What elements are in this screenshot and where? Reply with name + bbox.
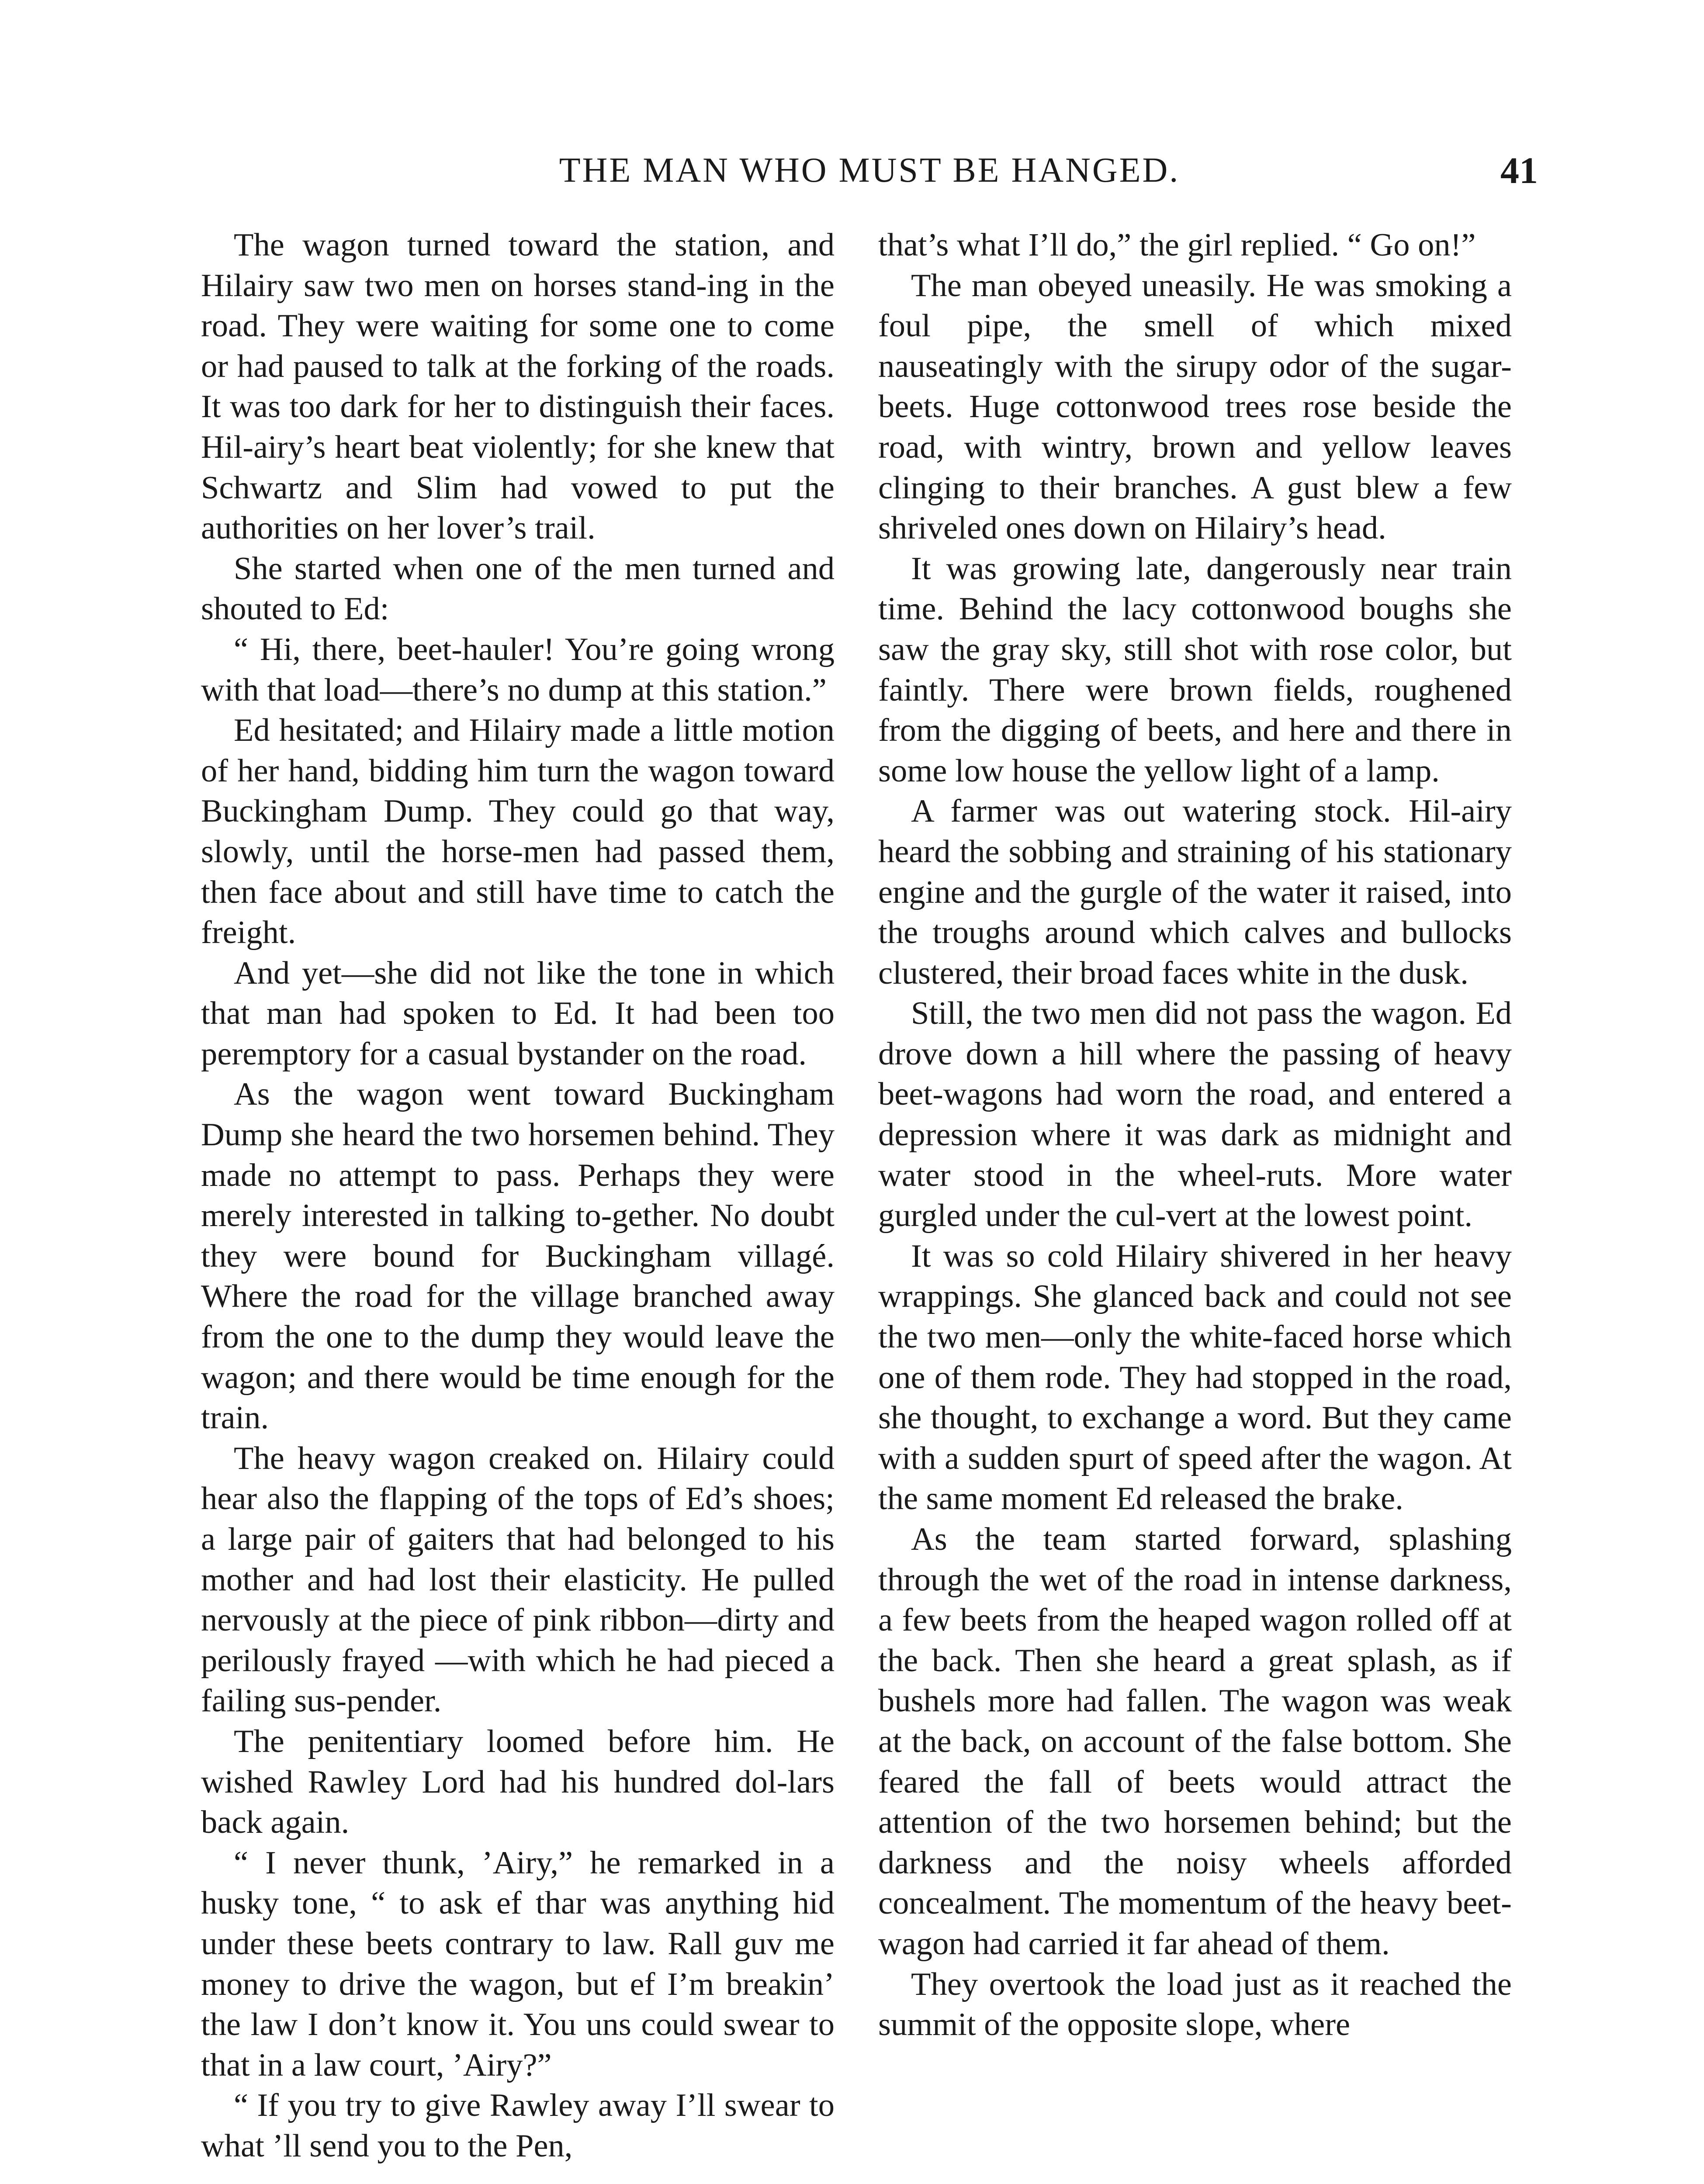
paragraph: She started when one of the men turned and shouted to Ed: [201,550,835,627]
paragraph: They overtook the load just as it reached the summit of the opposite slope, where [878,1966,1512,2043]
paragraph: “ Hi, there, beet-hauler! You’re going wrong with that load—there’s no dump at this station.” [201,631,835,708]
paragraph: And yet—she did not like the tone in which that man had spoken to Ed. It had been too peremptory for a casual bystander on the road. [201,955,835,1072]
paragraph: The penitentiary loomed before him. He wished Rawley Lord had his hundred dol-lars back again. [201,1723,835,1841]
paragraph: As the team started forward, splashing through the wet of the road in intense darkness, a few beets from the heaped wagon rolled off at the back. Then she heard a great splash, as if bushels more had fallen. The wagon was weak at the back, on account of the false bottom. She feared the fall of beets would attract the attention of the two horsemen behind; but the darkness and the noisy wheels afforded concealment. The momentum of the heavy beet-wagon had carried it far ahead of them. [878,1521,1512,1962]
paragraph: The man obeyed uneasily. He was smoking a foul pipe, the smell of which mixed nauseatingly with the sirupy odor of the sugar-beets. Huge cottonwood trees rose beside the road, with wintry, brown and yellow leaves clinging to their branches. A gust blew a few shriveled ones down on Hilairy’s head. [878,267,1512,546]
paragraph: Still, the two men did not pass the wagon. Ed drove down a hill where the passing of heavy beet-wagons had worn the road, and entered a depression where it was dark as midnight and water stood in the wheel-ruts. More water gurgled under the cul-vert at the lowest point. [878,995,1512,1234]
running-head [201,144,1538,197]
right-column [878,225,1512,2045]
paragraph: “ If you try to give Rawley away I’ll swear to what ’ll send you to the Pen, [201,2087,835,2164]
paragraph: A farmer was out watering stock. Hil-airy heard the sobbing and straining of his stationary engine and the gurgle of the water it raised, into the troughs around which calves and bullocks clustered, their broad faces white in the dusk. [878,793,1512,991]
running-title: THE MAN WHO MUST BE HANGED. [559,151,1180,190]
paragraph: It was growing late, dangerously near train time. Behind the lacy cottonwood boughs she saw the gray sky, still shot with rose color, but faintly. There were brown fields, roughened from the digging of beets, and here and there in some low house the yellow light of a lamp. [878,550,1512,789]
page-number: 41 [1500,149,1538,191]
left-column [201,225,835,2167]
paragraph: Ed hesitated; and Hilairy made a little motion of her hand, bidding him turn the wagon toward Buckingham Dump. They could go that way, slowly, until the horse-men had passed them, then face about and still have time to catch the freight. [201,712,835,951]
paragraph: As the wagon went toward Buckingham Dump she heard the two horsemen behind. They made no attempt to pass. Perhaps they were merely interested in talking to-gether. No doubt they were bound for Buckingham villagé. Where the road for the village branched away from the one to the dump they would leave the wagon; and there would be time enough for the train. [201,1076,835,1436]
paragraph: The wagon turned toward the station, and Hilairy saw two men on horses stand-ing in the road. They were waiting for some one to come or had paused to talk at the forking of the roads. It was too dark for her to distinguish their faces. Hil-airy’s heart beat violently; for she knew that Schwartz and Slim had vowed to put the authorities on her lover’s trail. [201,227,835,546]
paragraph-continuation: that’s what I’ll do,” the girl replied. “ Go on!” [878,227,1476,263]
paragraph: It was so cold Hilairy shivered in her heavy wrappings. She glanced back and could not see the two men—only the white-faced horse which one of them rode. They had stopped in the road, she thought, to exchange a word. But they came with a sudden spurt of speed after the wagon. At the same moment Ed released the brake. [878,1238,1512,1517]
paragraph: “ I never thunk, ’Airy,” he remarked in a husky tone, “ to ask ef thar was anything hid under these beets contrary to law. Rall guv me money to drive the wagon, but ef I’m breakin’ the law I don’t know it. You uns could swear to that in a law court, ’Airy?” [201,1845,835,2083]
paragraph: The heavy wagon creaked on. Hilairy could hear also the flapping of the tops of Ed’s shoes; a large pair of gaiters that had belonged to his mother and had lost their elasticity. He pulled nervously at the piece of pink ribbon—dirty and perilously frayed —with which he had pieced a failing sus-pender. [201,1440,835,1719]
